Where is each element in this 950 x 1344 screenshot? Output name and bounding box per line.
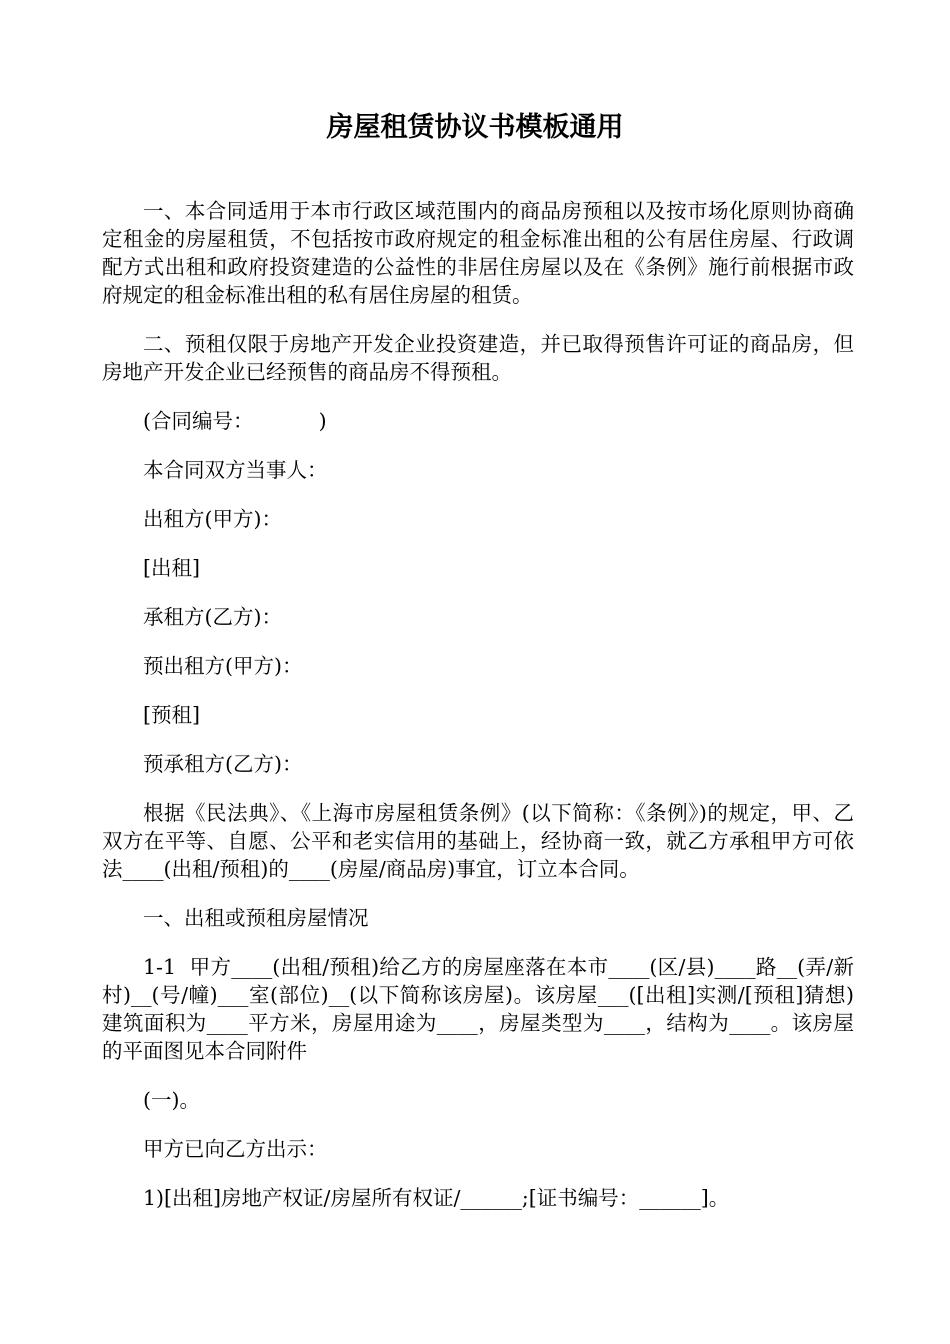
paragraph-prelease-limit: 二、预租仅限于房地产开发企业投资建造，并已取得预售许可证的商品房，但房地产开发企业已经预售的商品房不得预租。 (102, 332, 854, 384)
paragraph-clause-1-1: 1-1 甲方____(出租/预租)给乙方的房屋座落在本市____(区/县)____路__(弄/新村)__(号/幢)___室(部位)__(以下简称该房屋)。该房屋___([出租]实测/[预租]猜想)建筑面积为____平方米，房屋用途为____，房屋类型为____，结构为____。该房屋的平面图见本合同附件 (102, 955, 854, 1063)
paragraph-contract-number: (合同编号： ) (143, 409, 327, 433)
paragraph-pre-lessor: 预出租方(甲方)： (143, 654, 303, 678)
document-body (102, 197, 854, 1233)
paragraph-lease-tag: [出租] (143, 556, 200, 580)
paragraph-prelease-tag: [预租] (143, 703, 200, 727)
paragraph-annex-one: (一)。 (143, 1088, 200, 1112)
paragraph-shown-documents: 甲方已向乙方出示： (143, 1137, 328, 1161)
paragraph-certificate: 1)[出租]房地产权证/房屋所有权证/______;[证书编号：______]。 (143, 1186, 730, 1210)
paragraph-scope: 一、本合同适用于本市行政区域范围内的商品房预租以及按市场化原则协商确定租金的房屋租赁，不包括按市政府规定的租金标准出租的公有居住房屋、行政调配方式出租和政府投资建造的公益性的非居住房屋以及在《条例》施行前根据市政府规定的租金标准出租的私有居住房屋的租赁。 (102, 199, 854, 307)
paragraph-lessor: 出租方(甲方)： (143, 507, 282, 531)
paragraph-legal-basis: 根据《民法典》、《上海市房屋租赁条例》(以下简称：《条例》)的规定，甲、乙双方在平等、自愿、公平和老实信用的基础上，经协商一致，就乙方承租甲方可依法____(出租/预租)的____(房屋/商品房)事宜，订立本合同。 (102, 801, 854, 881)
document-title: 房屋租赁协议书模板通用 (326, 112, 624, 143)
paragraph-pre-lessee: 预承租方(乙方)： (143, 752, 303, 776)
paragraph-lessee: 承租方(乙方)： (143, 605, 282, 629)
paragraph-parties: 本合同双方当事人： (143, 458, 328, 482)
paragraph-section-heading: 一、出租或预租房屋情况 (143, 906, 369, 930)
